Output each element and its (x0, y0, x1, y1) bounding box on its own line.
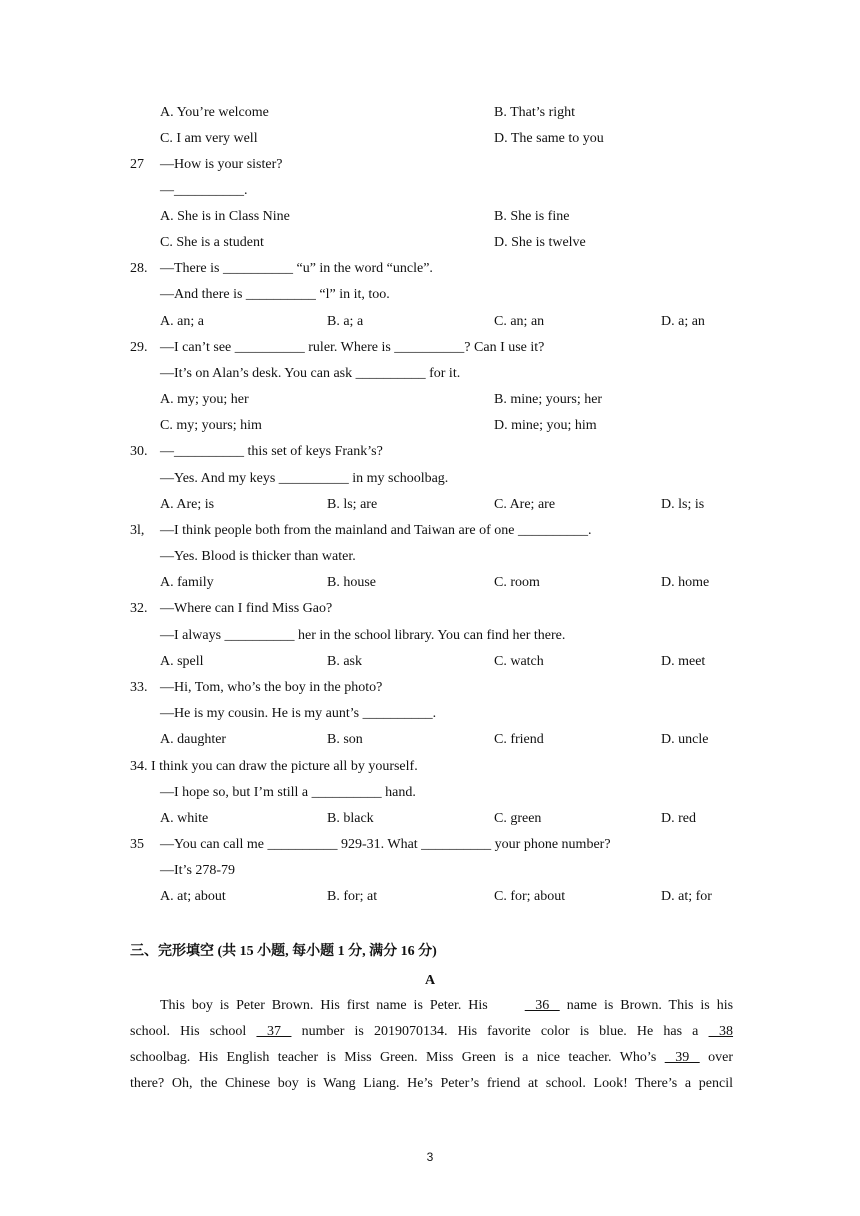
option: B. son (327, 732, 363, 747)
question-number: 28. (130, 261, 148, 276)
question-number: 27 (130, 157, 144, 172)
option: D. a; an (661, 314, 705, 329)
question-line: —__________ this set of keys Frank’s? (160, 444, 383, 459)
question-line: —It’s 278-79 (160, 863, 236, 878)
option: D. ls; is (661, 497, 705, 512)
option: C. green (494, 811, 542, 826)
option: B. black (327, 811, 374, 826)
option: C. friend (494, 732, 544, 747)
question-line: —Hi, Tom, who’s the boy in the photo? (160, 680, 383, 695)
passage-text: number is 2019070134. His favorite color is blue. He has a (301, 1024, 699, 1039)
blank-39: 39 (664, 1050, 700, 1065)
option: B. mine; yours; her (494, 392, 603, 407)
blank-36: 36 (524, 998, 560, 1013)
blank-37: 37 (256, 1024, 292, 1039)
option: A. family (160, 575, 214, 590)
option: B. She is fine (494, 209, 570, 224)
option: A. She is in Class Nine (160, 209, 290, 224)
q26-option-a: A. You’re welcome (160, 105, 269, 120)
question-line: —__________. (160, 183, 248, 198)
option: A. Are; is (160, 497, 215, 512)
passage-text: This boy is Peter Brown. His first name is Peter. His (160, 998, 488, 1013)
question-number: 32. (130, 601, 148, 616)
passage-line (130, 1075, 733, 1093)
option: C. She is a student (160, 235, 264, 250)
option: A. daughter (160, 732, 227, 747)
question-line: —I hope so, but I’m still a __________ hand. (160, 785, 416, 800)
option: B. a; a (327, 314, 364, 329)
passage-line (130, 997, 733, 1015)
question-line: —I can’t see __________ ruler. Where is __________? Can I use it? (160, 340, 545, 355)
option: A. spell (160, 654, 204, 669)
option: D. home (661, 575, 710, 590)
option: C. an; an (494, 314, 545, 329)
passage-line (130, 1023, 733, 1041)
question-number: 30. (130, 444, 148, 459)
passage-line (130, 1049, 733, 1067)
option: D. She is twelve (494, 235, 586, 250)
question-line: —It’s on Alan’s desk. You can ask __________ for it. (160, 366, 461, 381)
passage-text: name is Brown. This is his (566, 998, 734, 1013)
option: C. my; yours; him (160, 418, 262, 433)
question-line: —And there is __________ “l” in it, too. (160, 287, 390, 302)
option: A. white (160, 811, 209, 826)
page-number: 3 (426, 1150, 434, 1164)
question-line: —How is your sister? (160, 157, 283, 172)
blank-38: 38 (708, 1024, 734, 1039)
option: B. ls; are (327, 497, 378, 512)
question-number: 34. I think you can draw the picture all by yourself. (130, 759, 418, 774)
option: B. for; at (327, 889, 378, 904)
question-line: —You can call me __________ 929-31. What __________ your phone number? (160, 837, 611, 852)
option: D. red (661, 811, 696, 826)
passage-text: over (708, 1050, 734, 1065)
option: A. at; about (160, 889, 226, 904)
question-number: 33. (130, 680, 148, 695)
question-line: —I always __________ her in the school library. You can find her there. (160, 628, 566, 643)
question-number: 3l, (130, 523, 145, 538)
q26-option-d: D. The same to you (494, 131, 604, 146)
passage-text: schoolbag. His English teacher is Miss Green. Miss Green is a nice teacher. Who’s (130, 1050, 657, 1065)
question-line: —I think people both from the mainland and Taiwan are of one __________. (160, 523, 592, 538)
option: B. house (327, 575, 376, 590)
section-title: 三、完形填空 (共 15 小题, 每小题 1 分, 满分 16 分) (130, 944, 437, 959)
option: A. my; you; her (160, 392, 249, 407)
option: B. ask (327, 654, 362, 669)
q26-option-c: C. I am very well (160, 131, 258, 146)
option: C. for; about (494, 889, 566, 904)
question-number: 29. (130, 340, 148, 355)
passage-label: A (424, 973, 436, 988)
option: A. an; a (160, 314, 204, 329)
question-number: 35 (130, 837, 144, 852)
option: D. mine; you; him (494, 418, 597, 433)
question-line: —He is my cousin. He is my aunt’s __________. (160, 706, 437, 721)
option: C. watch (494, 654, 544, 669)
q26-option-b: B. That’s right (494, 105, 576, 120)
option: D. meet (661, 654, 706, 669)
option: C. room (494, 575, 540, 590)
option: D. at; for (661, 889, 712, 904)
question-line: —Where can I find Miss Gao? (160, 601, 333, 616)
passage-text: there? Oh, the Chinese boy is Wang Liang. He’s Peter’s friend at school. Look! There’s a pencil (130, 1076, 733, 1091)
question-line: —There is __________ “u” in the word “uncle”. (160, 261, 433, 276)
option: C. Are; are (494, 497, 556, 512)
question-line: —Yes. And my keys __________ in my schoolbag. (160, 471, 449, 486)
question-line: —Yes. Blood is thicker than water. (160, 549, 356, 564)
option: D. uncle (661, 732, 709, 747)
passage-text: school. His school (130, 1024, 247, 1039)
